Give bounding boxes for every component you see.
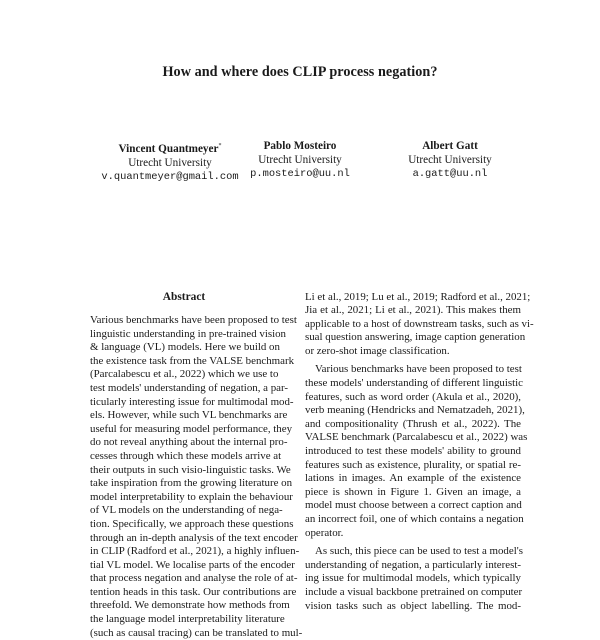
right-column xyxy=(305,290,534,614)
abstract-line: els. However, while such VL benchmarks are xyxy=(90,409,288,422)
body-line: ing issue for multimodal models, which typically xyxy=(305,572,521,585)
abstract-line: threefold. We demonstrate how methods from xyxy=(90,599,290,612)
body-line: verb meaning (Hendricks and Nematzadeh, 2021), xyxy=(305,404,525,417)
abstract-body xyxy=(90,314,303,640)
author-affiliation: Utrecht University xyxy=(128,157,212,169)
abstract-line: the language model interpretability literature xyxy=(90,613,285,626)
paper-title: How and where does CLIP process negation? xyxy=(162,64,438,80)
author-affiliation: Utrecht University xyxy=(258,154,342,166)
body-line: these models' understanding of different linguistic xyxy=(305,377,524,390)
body-line: Jia et al., 2021; Li et al., 2021). This makes them xyxy=(305,304,521,317)
body-line: include a visual backbone pretrained on computer xyxy=(305,585,523,598)
abstract-line: model interpretability to explain the behaviour xyxy=(90,490,293,503)
body-line: an incorrect foil, one of which contains a negation xyxy=(305,513,524,525)
abstract-heading: Abstract xyxy=(162,291,206,303)
author-albert-gatt xyxy=(375,139,525,181)
footnote-marker: * xyxy=(218,143,222,149)
abstract-line: in CLIP (Radford et al., 2021), a highly influen- xyxy=(90,545,300,558)
abstract-line: take inspiration from the growing literature on xyxy=(90,477,293,490)
abstract-line: test models' understanding of negation, a par- xyxy=(90,381,289,394)
author-name-text: Vincent Quantmeyer xyxy=(118,143,219,155)
abstract-line: useful for measuring model performance, they xyxy=(90,422,293,435)
body-paragraph xyxy=(305,545,521,613)
body-line: features such as existence, plurality, or spatial re- xyxy=(305,458,521,471)
abstract-line: the existence task from the VALSE benchmark xyxy=(90,354,295,367)
author-name: Albert Gatt xyxy=(422,140,478,152)
abstract-line: through an in-depth analysis of the text encoder xyxy=(90,531,298,544)
body-paragraph xyxy=(305,363,528,540)
author-pablo-mosteiro xyxy=(225,139,375,181)
abstract-line: ticularly interesting issue for multimodal mod- xyxy=(90,395,294,408)
abstract-line: of VL models on the understanding of nega- xyxy=(90,504,283,517)
body-line: or zero-shot image classification. xyxy=(305,344,450,357)
body-paragraph xyxy=(305,290,534,359)
left-column xyxy=(90,290,303,640)
author-block xyxy=(0,139,600,189)
abstract-line: that process negation and analyse the role of at- xyxy=(90,572,298,585)
body-line: As such, this piece can be used to test a model's xyxy=(315,545,523,558)
introduction-body xyxy=(305,290,534,614)
body-line: and compositionality (Thrush et al., 2022). The xyxy=(305,417,521,430)
author-email: v.quantmeyer@gmail.com xyxy=(101,171,239,183)
abstract-line: their outputs in such visio-linguistic tasks. We xyxy=(90,463,291,476)
abstract-line: Various benchmarks have been proposed to test xyxy=(90,314,297,326)
body-line: applicable to a host of downstream tasks, such as vi- xyxy=(305,317,534,330)
body-line: piece is shown in Figure 1. Given an image, a xyxy=(305,485,521,498)
body-line: vision tasks such as object labelling. The mod- xyxy=(305,599,521,612)
body-line: understanding of negation, a particularly interest- xyxy=(305,558,521,571)
abstract-line: (such as causal tracing) can be translated to mul- xyxy=(90,626,303,639)
body-line: model must choose between a correct caption and xyxy=(305,499,522,512)
abstract-line: tion. Specifically, we approach these questions xyxy=(90,517,294,530)
abstract-line: & language (VL) models. Here we build on xyxy=(90,341,280,354)
body-line: introduced to test these models' ability to ground xyxy=(305,445,521,458)
body-line: sual question answering, image caption generation xyxy=(305,331,526,344)
abstract-line: do not reveal anything about the internal pro- xyxy=(90,436,288,449)
body-line: VALSE benchmark (Parcalabescu et al., 2022) was xyxy=(305,431,528,444)
abstract-line: cesses through which these models arrive at xyxy=(90,449,282,462)
body-line: Various benchmarks have been proposed to test xyxy=(315,363,522,376)
abstract-line: tial VL model. We localise parts of the encoder xyxy=(90,558,295,571)
body-line: lations in images. An example of the existence xyxy=(305,472,521,485)
body-line: Li et al., 2019; Lu et al., 2019; Radford et al., 2021; xyxy=(305,290,531,303)
body-line: features, such as word order (Akula et al., 2020), xyxy=(305,390,521,403)
author-name: Pablo Mosteiro xyxy=(263,140,337,152)
abstract-line: linguistic understanding in pre-trained vision xyxy=(90,327,286,340)
author-email: a.gatt@uu.nl xyxy=(412,168,488,180)
body-line: operator. xyxy=(305,526,344,539)
abstract-line: tention heads in this task. Our contributions are xyxy=(90,585,297,598)
author-affiliation: Utrecht University xyxy=(408,154,492,166)
abstract-line: (Parcalabescu et al., 2022) which we use to xyxy=(90,368,279,381)
author-email: p.mosteiro@uu.nl xyxy=(250,168,350,180)
